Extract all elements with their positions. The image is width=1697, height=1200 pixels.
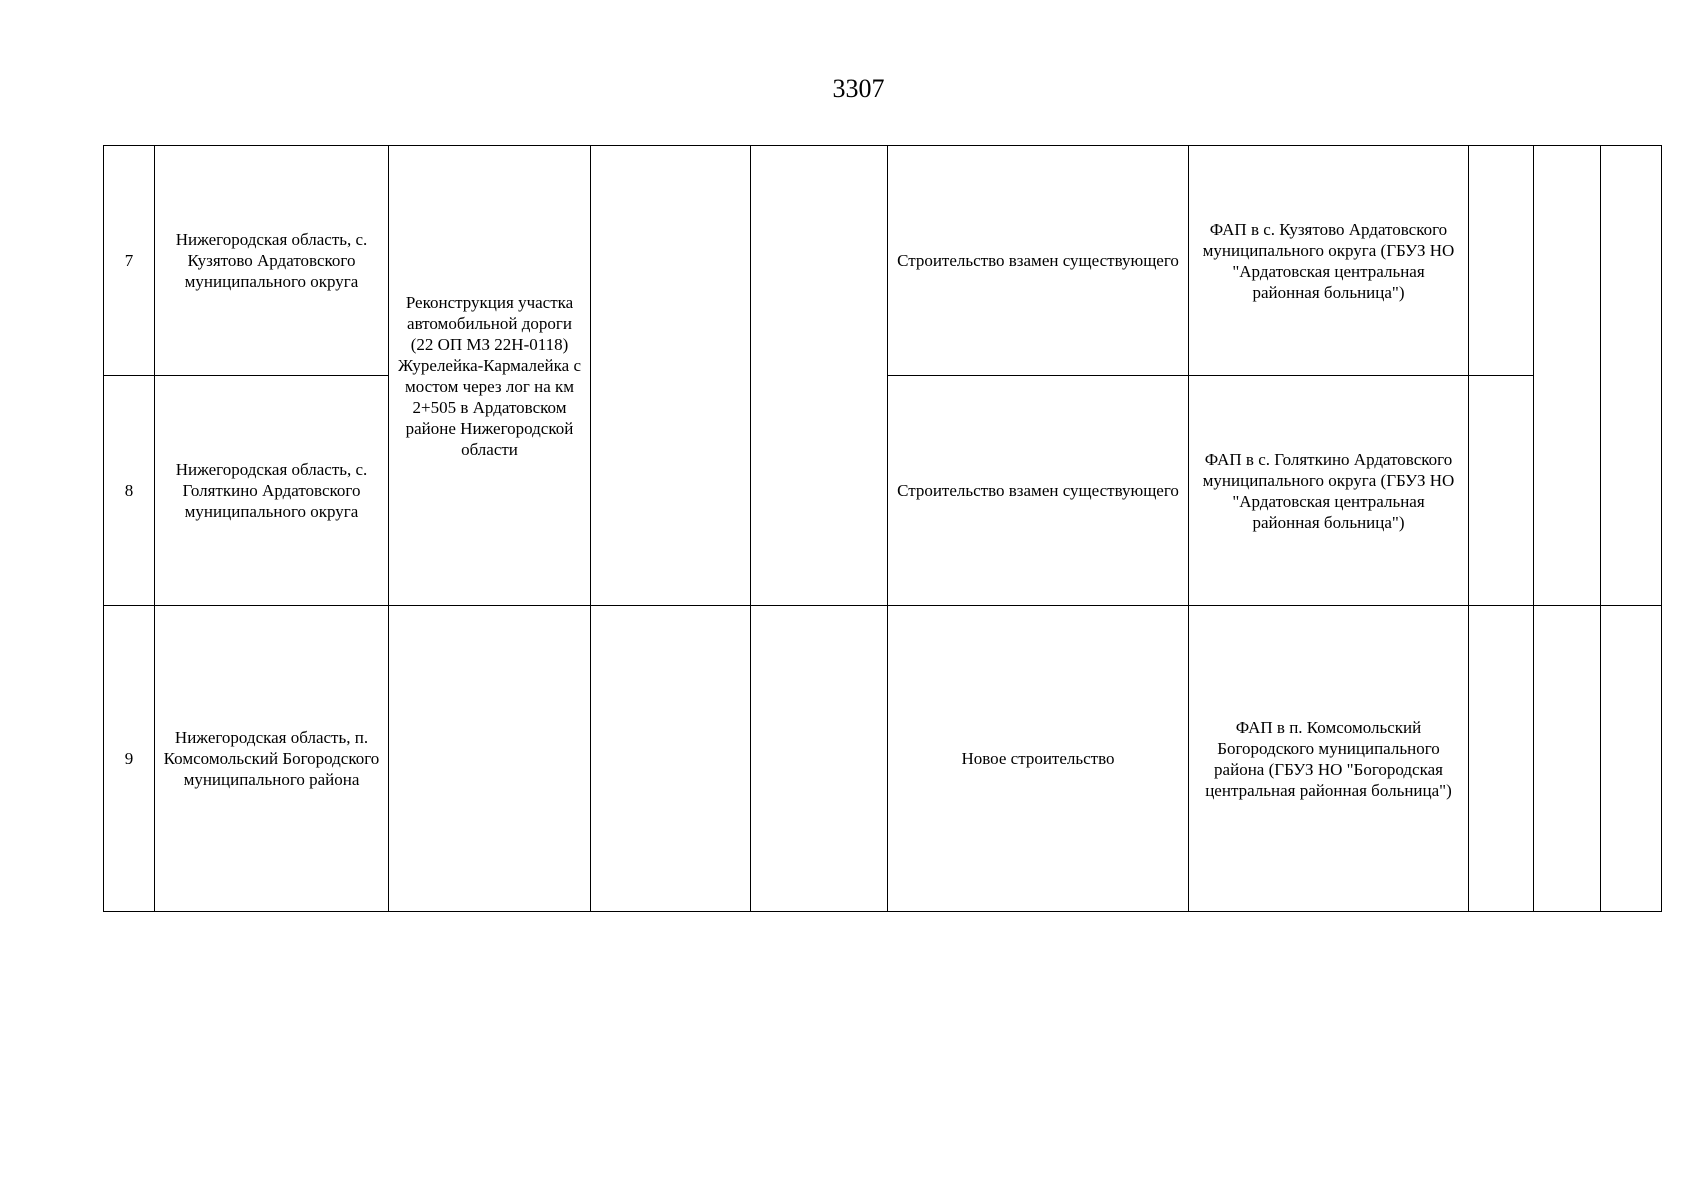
empty-cell (751, 146, 888, 606)
location-cell: Нижегородская область, п. Комсомольский Богородского муниципального района (155, 606, 389, 912)
empty-cell (751, 606, 888, 912)
facility-cell: ФАП в с. Голяткино Ардатовского муниципального округа (ГБУЗ НО "Ардатовская центральная районная больница") (1189, 376, 1469, 606)
location-cell: Нижегородская область, с. Кузятово Ардатовского муниципального округа (155, 146, 389, 376)
empty-cell (591, 146, 751, 606)
road-project-cell: Реконструкция участка автомобильной дороги (22 ОП МЗ 22Н-0118) Журелейка-Кармалейка с мостом через лог на км 2+505 в Ардатовском районе Нижегородской области (389, 146, 591, 606)
empty-cell (1601, 606, 1662, 912)
facilities-table (103, 145, 1662, 912)
empty-cell (1534, 146, 1601, 606)
page-number: 3307 (832, 74, 885, 103)
table-row (104, 146, 1662, 376)
construction-type-cell: Строительство взамен существующего (888, 376, 1189, 606)
row-number-cell: 7 (104, 146, 155, 376)
empty-cell (1601, 146, 1662, 606)
facility-cell: ФАП в с. Кузятово Ардатовского муниципального округа (ГБУЗ НО "Ардатовская центральная районная больница") (1189, 146, 1469, 376)
table-row (104, 606, 1662, 912)
facility-cell: ФАП в п. Комсомольский Богородского муниципального района (ГБУЗ НО "Богородская центральная районная больница") (1189, 606, 1469, 912)
empty-cell (591, 606, 751, 912)
row-number-cell: 9 (104, 606, 155, 912)
empty-cell (1469, 376, 1534, 606)
empty-cell (1534, 606, 1601, 912)
construction-type-cell: Строительство взамен существующего (888, 146, 1189, 376)
construction-type-cell: Новое строительство (888, 606, 1189, 912)
empty-cell (1469, 606, 1534, 912)
empty-cell (389, 606, 591, 912)
empty-cell (1469, 146, 1534, 376)
location-cell: Нижегородская область, с. Голяткино Ардатовского муниципального округа (155, 376, 389, 606)
row-number-cell: 8 (104, 376, 155, 606)
